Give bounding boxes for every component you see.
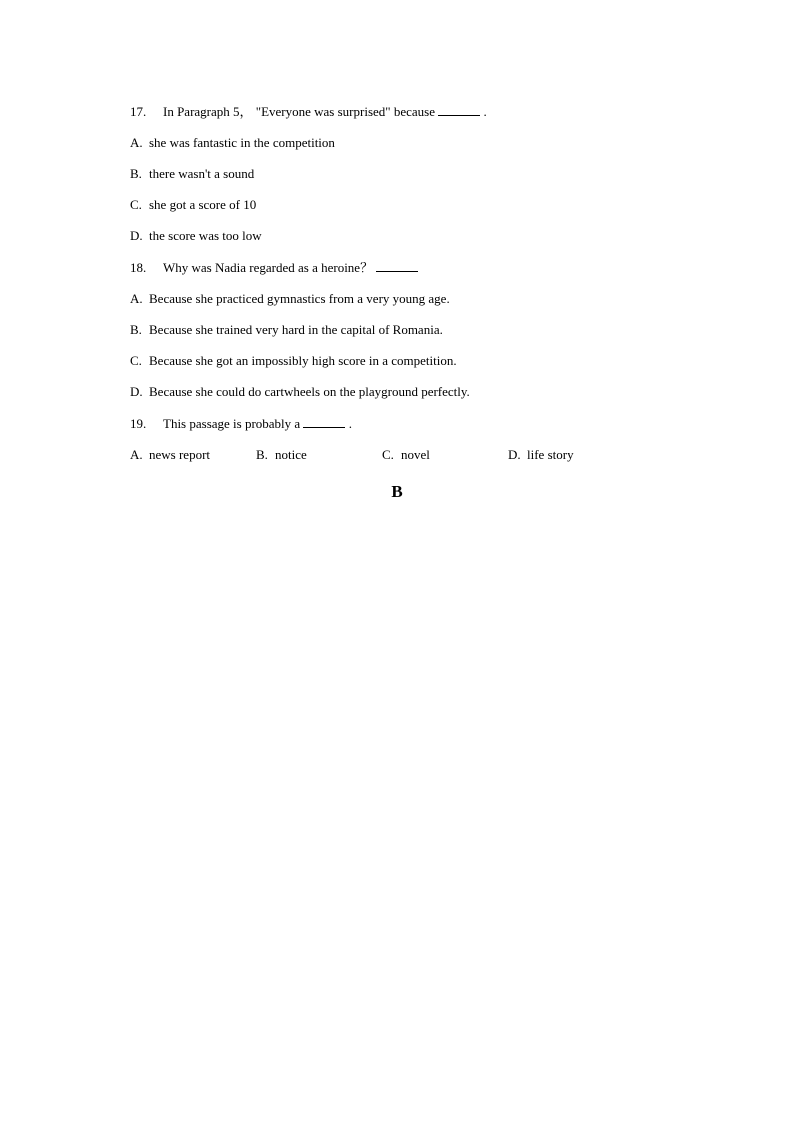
question-18-option-c bbox=[130, 353, 457, 369]
option-text: Because she got an impossibly high score in a competition. bbox=[149, 353, 457, 368]
option-text: notice bbox=[275, 447, 307, 462]
question-18-option-a bbox=[130, 291, 450, 307]
option-letter: D. bbox=[130, 228, 143, 243]
option-text: there wasn't a sound bbox=[149, 166, 255, 181]
option-text: Because she trained very hard in the capital of Romania. bbox=[149, 322, 443, 337]
question-number: 19. bbox=[130, 416, 147, 431]
question-text: Why was Nadia regarded as a heroine？ bbox=[163, 260, 374, 275]
question-17-option-c bbox=[130, 197, 256, 213]
answer-blank bbox=[376, 261, 418, 272]
option-letter: D. bbox=[130, 384, 143, 399]
answer-blank bbox=[303, 417, 345, 428]
question-text-end: . bbox=[483, 104, 487, 119]
question-19-option-b bbox=[256, 447, 307, 463]
option-letter: C. bbox=[382, 447, 394, 462]
option-letter: D. bbox=[508, 447, 521, 462]
question-number: 17. bbox=[130, 104, 147, 119]
question-17-stem bbox=[130, 104, 487, 120]
option-text: Because she could do cartwheels on the playground perfectly. bbox=[149, 384, 470, 399]
question-18-stem bbox=[130, 260, 418, 276]
question-17-option-d bbox=[130, 228, 262, 244]
question-18-option-b bbox=[130, 322, 443, 338]
answer-blank bbox=[438, 105, 480, 116]
option-letter: A. bbox=[130, 135, 143, 150]
question-text: In Paragraph 5， "Everyone was surprised" because bbox=[163, 104, 435, 119]
option-text: life story bbox=[527, 447, 574, 462]
option-letter: C. bbox=[130, 197, 142, 212]
question-19-stem bbox=[130, 416, 352, 432]
option-letter: A. bbox=[130, 447, 143, 462]
question-19-option-d bbox=[508, 447, 574, 463]
question-text-end: . bbox=[348, 416, 352, 431]
option-text: news report bbox=[149, 447, 211, 462]
question-19-option-a bbox=[130, 447, 210, 463]
option-text: the score was too low bbox=[149, 228, 262, 243]
option-letter: A. bbox=[130, 291, 143, 306]
question-17-option-a bbox=[130, 135, 335, 151]
option-text: Because she practiced gymnastics from a very young age. bbox=[149, 291, 450, 306]
option-letter: C. bbox=[130, 353, 142, 368]
question-19-option-c bbox=[382, 447, 430, 463]
option-letter: B. bbox=[130, 166, 142, 181]
question-18-option-d bbox=[130, 384, 470, 400]
question-number: 18. bbox=[130, 260, 147, 275]
option-text: she got a score of 10 bbox=[149, 197, 257, 212]
section-heading: B bbox=[391, 482, 403, 501]
option-text: she was fantastic in the competition bbox=[149, 135, 335, 150]
option-letter: B. bbox=[256, 447, 268, 462]
option-letter: B. bbox=[130, 322, 142, 337]
question-17-option-b bbox=[130, 166, 254, 182]
question-text: This passage is probably a bbox=[163, 416, 301, 431]
option-text: novel bbox=[401, 447, 430, 462]
